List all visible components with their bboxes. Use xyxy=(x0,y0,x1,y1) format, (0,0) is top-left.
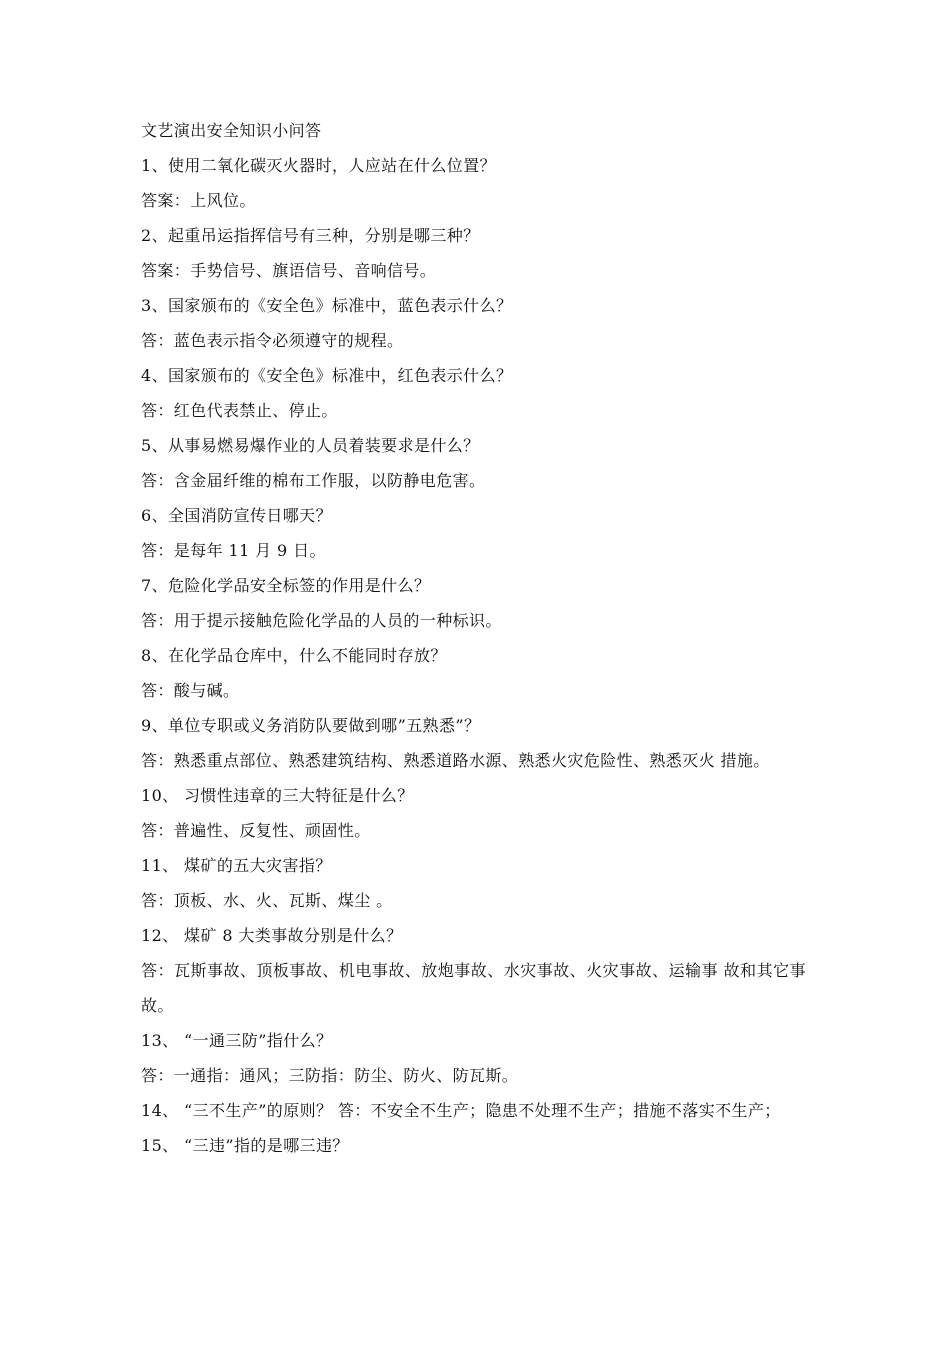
question-8: 8、在化学品仓库中，什么不能同时存放？ xyxy=(141,646,447,665)
answer-12: 答：瓦斯事故、顶板事故、机电事故、放炮事故、水灾事故、火灾事故、运输事 故和其它事故。 xyxy=(141,961,806,1015)
question-12: 12、 煤矿 8 大类事故分别是什么？ xyxy=(141,926,403,945)
document-page xyxy=(141,113,806,1163)
question-6: 6、全国消防宣传日哪天？ xyxy=(141,506,332,525)
document-title: 文艺演出安全知识小问答 xyxy=(141,121,322,140)
answer-1: 答案：上风位。 xyxy=(141,191,256,210)
question-10: 10、 习惯性违章的三大特征是什么？ xyxy=(141,786,414,805)
answer-13: 答：一通指：通风；三防指：防尘、防火、防瓦斯。 xyxy=(141,1066,519,1085)
question-15: 15、 “三违”指的是哪三违？ xyxy=(141,1136,349,1155)
question-13: 13、 “一通三防”指什么？ xyxy=(141,1031,333,1050)
answer-7: 答：用于提示接触危险化学品的人员的一种标识。 xyxy=(141,611,502,630)
answer-4: 答：红色代表禁止、停止。 xyxy=(141,401,338,420)
question-4: 4、国家颁布的《安全色》标准中，红色表示什么？ xyxy=(141,366,513,385)
question-1: 1、使用二氧化碳灭火器时，人应站在什么位置？ xyxy=(141,156,496,175)
question-14: 14、 “三不生产”的原则？ 答：不安全不生产；隐患不处理不生产；措施不落实不生产； xyxy=(141,1101,781,1120)
answer-9: 答：熟悉重点部位、熟悉建筑结构、熟悉道路水源、熟悉火灾危险性、熟悉灭火 措施。 xyxy=(141,751,770,770)
question-9: 9、单位专职或义务消防队要做到哪”五熟悉”？ xyxy=(141,716,481,735)
answer-6: 答：是每年 11 月 9 日。 xyxy=(141,541,326,560)
question-2: 2、起重吊运指挥信号有三种，分别是哪三种？ xyxy=(141,226,480,245)
answer-5: 答：含金届纤维的棉布工作服，以防静电危害。 xyxy=(141,471,486,490)
question-3: 3、国家颁布的《安全色》标准中，蓝色表示什么？ xyxy=(141,296,513,315)
answer-10: 答：普遍性、反复性、顽固性。 xyxy=(141,821,371,840)
answer-3: 答：蓝色表示指令必须遵守的规程。 xyxy=(141,331,404,350)
question-7: 7、危险化学品安全标签的作用是什么？ xyxy=(141,576,431,595)
answer-8: 答：酸与碱。 xyxy=(141,681,240,700)
question-11: 11、 煤矿的五大灾害指？ xyxy=(141,856,332,875)
question-5: 5、从事易燃易爆作业的人员着装要求是什么？ xyxy=(141,436,480,455)
answer-11: 答：顶板、水、火、瓦斯、煤尘 。 xyxy=(141,891,393,910)
answer-2: 答案：手势信号、旗语信号、音响信号。 xyxy=(141,261,437,280)
